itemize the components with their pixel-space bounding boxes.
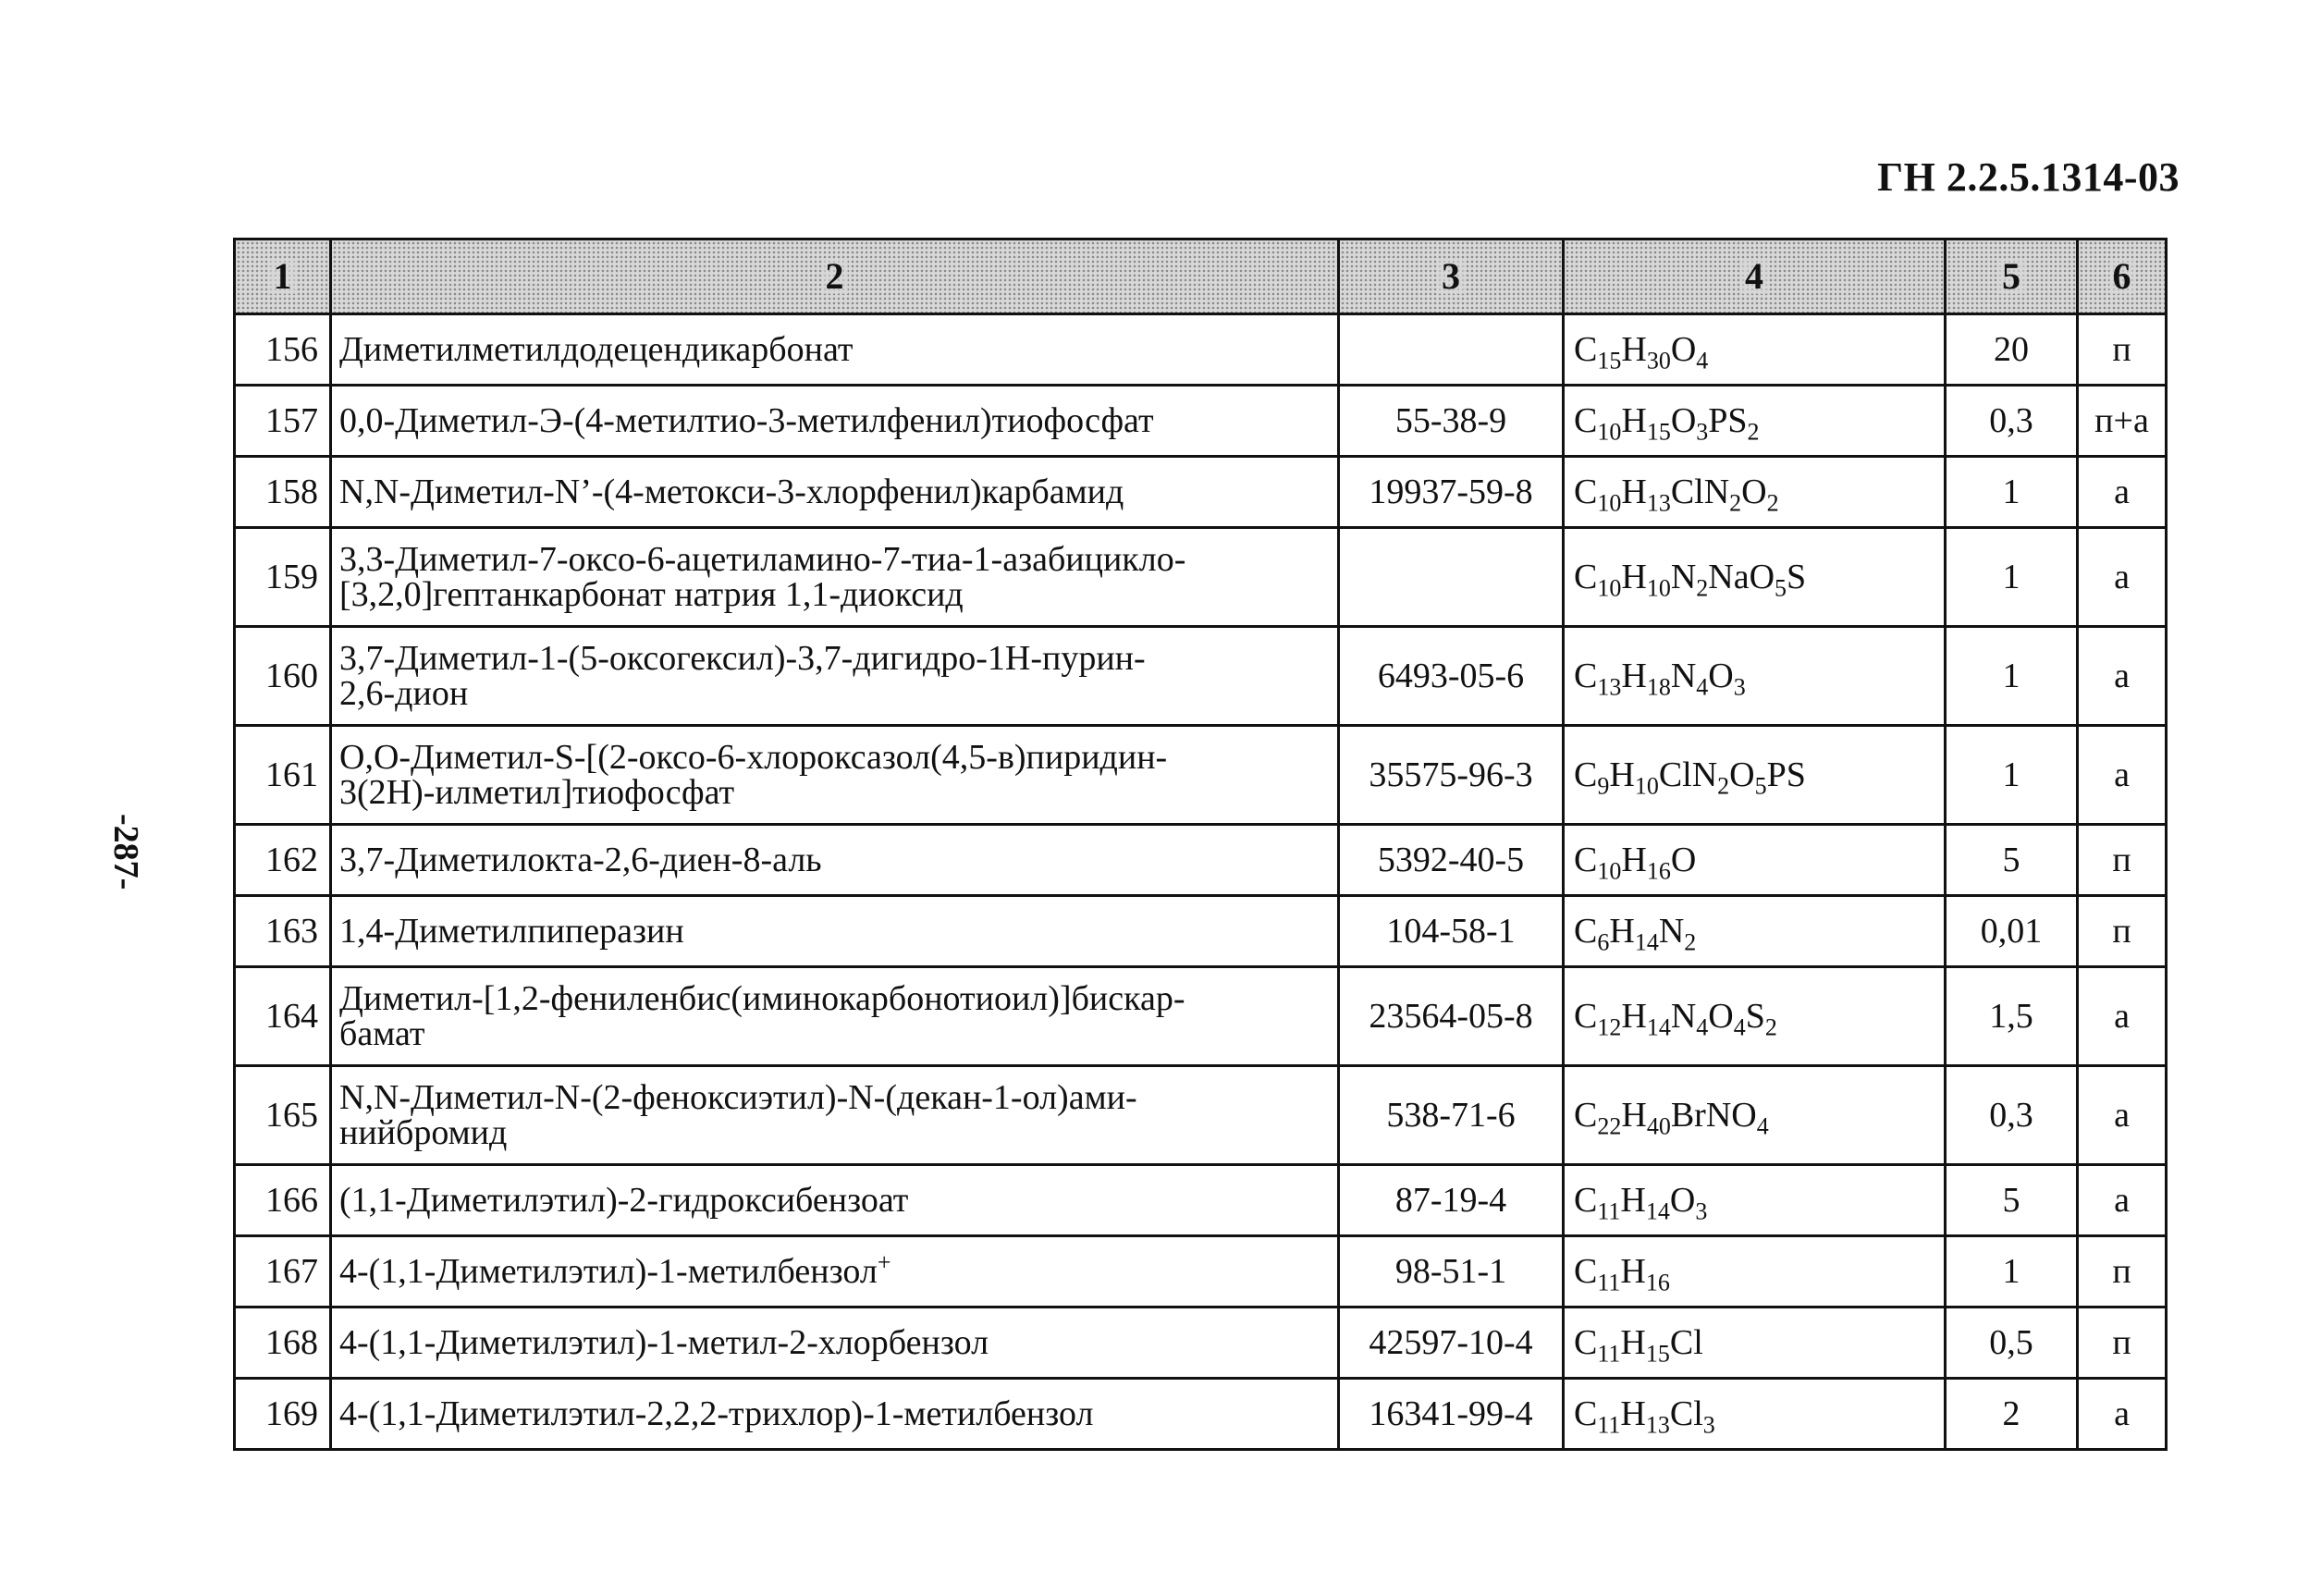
mac-value: 20 [1946, 314, 2078, 386]
chemical-formula: $C_{12}H_{14}N_4O_4S_2$ [1564, 967, 1946, 1066]
mac-value: 1 [1946, 726, 2078, 825]
chemical-formula: $C_{11}H_{16}$ [1564, 1236, 1946, 1307]
row-number: 157 [235, 386, 331, 457]
cas-number: 98-51-1 [1339, 1236, 1564, 1307]
column-header-1: 1 [235, 239, 331, 314]
cas-number: 35575-96-3 [1339, 726, 1564, 825]
mac-value: 2 [1946, 1379, 2078, 1450]
aggregate-state: п [2078, 1236, 2167, 1307]
document-code: ГН 2.2.5.1314-03 [1877, 154, 2180, 200]
mac-value: 1,5 [1946, 967, 2078, 1066]
aggregate-state: п [2078, 825, 2167, 896]
mac-value: 1 [1946, 627, 2078, 726]
chemical-formula: $C_{15}H_{30}O_4$ [1564, 314, 1946, 386]
table-row [235, 726, 2167, 825]
table-row [235, 528, 2167, 627]
chemical-formula: $C_{10}H_{16}O$ [1564, 825, 1946, 896]
cas-number: 538-71-6 [1339, 1066, 1564, 1165]
aggregate-state: а [2078, 967, 2167, 1066]
row-number: 163 [235, 896, 331, 967]
table-header-row [235, 239, 2167, 314]
row-number: 167 [235, 1236, 331, 1307]
page-number: -287- [106, 814, 145, 890]
substance-name: 4-(1,1-Диметилэтил-2,2,2-трихлор)-1-метилбензол [331, 1379, 1339, 1450]
row-number: 159 [235, 528, 331, 627]
table-row [235, 967, 2167, 1066]
aggregate-state: а [2078, 726, 2167, 825]
substance-name: Диметил-[1,2-фениленбис(иминокарбонотиоил)]бискар- бамат [331, 967, 1339, 1066]
chemical-formula: $C_{22}H_{40}BrNO_4$ [1564, 1066, 1946, 1165]
cas-number: 23564-05-8 [1339, 967, 1564, 1066]
substance-name: 0,0-Диметил-Э-(4-метилтио-3-метилфенил)тиофосфат [331, 386, 1339, 457]
table-row [235, 1379, 2167, 1450]
row-number: 156 [235, 314, 331, 386]
chemical-formula: $C_{10}H_{13}ClN_2O_2$ [1564, 457, 1946, 528]
row-number: 168 [235, 1307, 331, 1379]
row-number: 165 [235, 1066, 331, 1165]
table-row [235, 314, 2167, 386]
aggregate-state: а [2078, 528, 2167, 627]
substance-name: N,N-Диметил-N-(2-феноксиэтил)-N-(декан-1-ол)ами- нийбромид [331, 1066, 1339, 1165]
table-row [235, 825, 2167, 896]
aggregate-state: а [2078, 1165, 2167, 1236]
table-row [235, 627, 2167, 726]
substance-name: Диметилметилдодецендикарбонат [331, 314, 1339, 386]
substance-name: 1,4-Диметилпиперазин [331, 896, 1339, 967]
column-header-3: 3 [1339, 239, 1564, 314]
row-number: 166 [235, 1165, 331, 1236]
table-row [235, 896, 2167, 967]
mac-value: 1 [1946, 528, 2078, 627]
mac-value: 1 [1946, 457, 2078, 528]
cas-number [1339, 314, 1564, 386]
substance-name: N,N-Диметил-N’-(4-метокси-3-хлорфенил)карбамид [331, 457, 1339, 528]
row-number: 162 [235, 825, 331, 896]
substance-name: 4-(1,1-Диметилэтил)-1-метилбензол+ [331, 1236, 1339, 1307]
cas-number [1339, 528, 1564, 627]
cas-number: 19937-59-8 [1339, 457, 1564, 528]
mac-value: 0,01 [1946, 896, 2078, 967]
mac-value: 0,5 [1946, 1307, 2078, 1379]
mac-value: 5 [1946, 825, 2078, 896]
substances-table [233, 238, 2168, 1451]
substance-name: 3,3-Диметил-7-оксо-6-ацетиламино-7-тиа-1-азабицикло- [3,2,0]гептанкарбонат натрия 1,1-диоксид [331, 528, 1339, 627]
chemical-formula: $C_6H_{14}N_2$ [1564, 896, 1946, 967]
cas-number: 5392-40-5 [1339, 825, 1564, 896]
substance-name: 4-(1,1-Диметилэтил)-1-метил-2-хлорбензол [331, 1307, 1339, 1379]
column-header-5: 5 [1946, 239, 2078, 314]
row-number: 160 [235, 627, 331, 726]
column-header-2: 2 [331, 239, 1339, 314]
cas-number: 55-38-9 [1339, 386, 1564, 457]
chemical-formula: $C_{13}H_{18}N_4O_3$ [1564, 627, 1946, 726]
aggregate-state: а [2078, 627, 2167, 726]
mac-value: 0,3 [1946, 1066, 2078, 1165]
row-number: 161 [235, 726, 331, 825]
chemical-formula: $C_{10}H_{15}O_3PS_2$ [1564, 386, 1946, 457]
aggregate-state: а [2078, 457, 2167, 528]
chemical-formula: $C_{11}H_{13}Cl_3$ [1564, 1379, 1946, 1450]
chemical-formula: $C_9H_{10}ClN_2O_5PS$ [1564, 726, 1946, 825]
aggregate-state: а [2078, 1379, 2167, 1450]
cas-number: 6493-05-6 [1339, 627, 1564, 726]
mac-value: 0,3 [1946, 386, 2078, 457]
substance-name: 3,7-Диметил-1-(5-оксогексил)-3,7-дигидро-1Н-пурин- 2,6-дион [331, 627, 1339, 726]
table-row [235, 1066, 2167, 1165]
row-number: 158 [235, 457, 331, 528]
chemical-formula: $C_{11}H_{15}Cl$ [1564, 1307, 1946, 1379]
table-body [235, 314, 2167, 1450]
table-row [235, 1307, 2167, 1379]
substances-table-wrapper [233, 238, 2165, 1451]
row-number: 164 [235, 967, 331, 1066]
chemical-formula: $C_{10}H_{10}N_2NaO_5S$ [1564, 528, 1946, 627]
cas-number: 16341-99-4 [1339, 1379, 1564, 1450]
aggregate-state: а [2078, 1066, 2167, 1165]
aggregate-state: п [2078, 1307, 2167, 1379]
aggregate-state: п+а [2078, 386, 2167, 457]
aggregate-state: п [2078, 896, 2167, 967]
mac-value: 1 [1946, 1236, 2078, 1307]
table-row [235, 1236, 2167, 1307]
aggregate-state: п [2078, 314, 2167, 386]
mac-value: 5 [1946, 1165, 2078, 1236]
substance-name: O,O-Диметил-S-[(2-оксо-6-хлороксазол(4,5-в)пиридин- 3(2H)-илметил]тиофосфат [331, 726, 1339, 825]
column-header-4: 4 [1564, 239, 1946, 314]
table-row [235, 386, 2167, 457]
substance-name: 3,7-Диметилокта-2,6-диен-8-аль [331, 825, 1339, 896]
chemical-formula: $C_{11}H_{14}O_3$ [1564, 1165, 1946, 1236]
cas-number: 104-58-1 [1339, 896, 1564, 967]
table-row [235, 457, 2167, 528]
column-header-6: 6 [2078, 239, 2167, 314]
cas-number: 42597-10-4 [1339, 1307, 1564, 1379]
cas-number: 87-19-4 [1339, 1165, 1564, 1236]
table-row [235, 1165, 2167, 1236]
substance-name: (1,1-Диметилэтил)-2-гидроксибензоат [331, 1165, 1339, 1236]
row-number: 169 [235, 1379, 331, 1450]
